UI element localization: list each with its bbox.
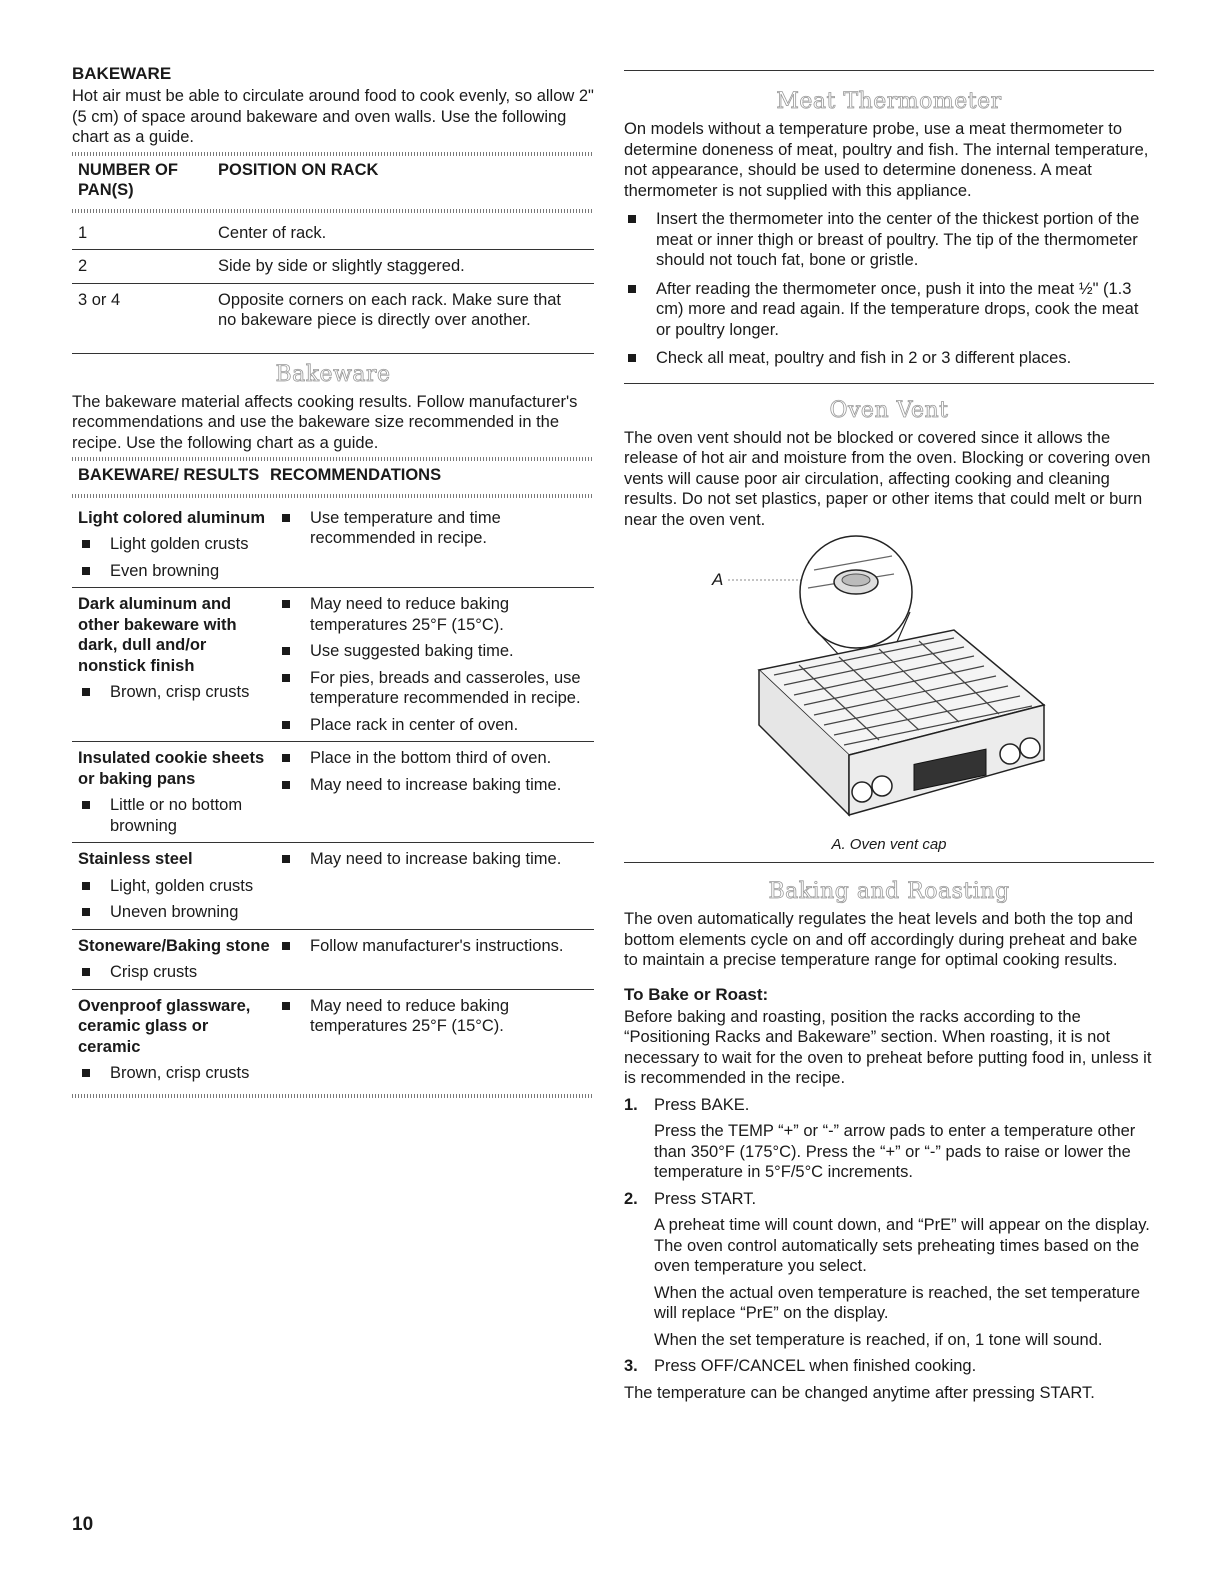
meat-bullet: Check all meat, poultry and fish in 2 or 3 different places. bbox=[624, 348, 1154, 369]
bakeware-table bbox=[72, 502, 594, 1090]
meat-bullet: Insert the thermometer into the center of the thickest portion of the meat or inner thigh or breast of poultry. The tip of the thermometer should not touch fat, bone or gristle. bbox=[624, 209, 1154, 271]
oven-vent-title: Oven Vent bbox=[829, 397, 949, 423]
bakeware-cell bbox=[72, 929, 278, 989]
bakeware-cell bbox=[72, 989, 278, 1090]
result-bullet: Brown, crisp crusts bbox=[78, 682, 270, 703]
header-position-on-rack: POSITION ON RACK bbox=[218, 160, 379, 179]
recommendation-bullet: Place in the bottom third of oven. bbox=[278, 748, 594, 769]
left-column bbox=[72, 64, 594, 1102]
section-divider bbox=[72, 353, 594, 354]
recommendations-cell bbox=[278, 742, 594, 843]
result-bullet: Crisp crusts bbox=[78, 962, 270, 983]
result-bullet: Even browning bbox=[78, 561, 270, 582]
recommendations-cell bbox=[278, 989, 594, 1090]
table-row bbox=[72, 502, 594, 588]
bakeware-name: Ovenproof glassware, ceramic glass or ceramic bbox=[78, 996, 251, 1056]
vent-intro: The oven vent should not be blocked or covered since it allows the release of hot air and moisture from the oven. Blocking or covering oven vents will cause poor air circulation, affecting cooking and cleaning results. Do not set plastics, paper or other items that could melt or burn near the oven vent. bbox=[624, 428, 1151, 529]
figure-caption: A. Oven vent cap bbox=[831, 836, 947, 853]
bakeware-name: Stainless steel bbox=[78, 850, 193, 868]
figure-label-a: A bbox=[712, 570, 724, 589]
section-divider bbox=[624, 862, 1154, 863]
rack-cell-position: Side by side or slightly staggered. bbox=[218, 257, 465, 275]
rack-cell-position: Center of rack. bbox=[218, 223, 327, 242]
meat-bullet: After reading the thermometer once, push it into the meat ½" (1.3 cm) more and read again. If the temperature drops, cook the meat or poultry longer. bbox=[624, 279, 1154, 341]
recommendations-cell bbox=[278, 502, 594, 588]
recommendation-bullet: Place rack in center of oven. bbox=[278, 715, 594, 736]
step-detail: When the actual oven temperature is reached, the set temperature will replace “PrE” on the display. bbox=[654, 1283, 1141, 1322]
bakeware-heading: BAKEWARE bbox=[72, 64, 172, 83]
bakeware-name: Stoneware/Baking stone bbox=[78, 936, 270, 955]
result-bullet: Little or no bottom browning bbox=[78, 795, 270, 836]
step-detail: When the set temperature is reached, if on, 1 tone will sound. bbox=[654, 1330, 1103, 1349]
bakeware-cell bbox=[72, 742, 278, 843]
rack-cell-pans: 3 or 4 bbox=[78, 290, 121, 309]
table-row bbox=[72, 742, 594, 843]
bakeware-cell bbox=[72, 588, 278, 742]
cooktop-illustration bbox=[624, 530, 1154, 840]
header-bakeware-results: BAKEWARE/ RESULTS bbox=[78, 466, 260, 484]
closing-note: The temperature can be changed anytime after pressing START. bbox=[624, 1383, 1095, 1402]
bakeware-name: Light colored aluminum bbox=[78, 508, 266, 527]
bw-table-top-divider bbox=[72, 457, 594, 461]
step-item bbox=[624, 1189, 1154, 1210]
table-row bbox=[72, 588, 594, 742]
step-item bbox=[624, 1356, 1154, 1377]
bakeware-intro: Hot air must be able to circulate around food to cook evenly, so allow 2" (5 cm) of space around bakeware and oven walls. Use the following chart as a guide. bbox=[72, 87, 594, 146]
bw-table-header-divider bbox=[72, 494, 594, 498]
section-divider bbox=[624, 70, 1154, 71]
bw-table-bottom-divider bbox=[72, 1094, 594, 1098]
recommendation-bullet: Use suggested baking time. bbox=[278, 641, 594, 662]
step-label: Press BAKE. bbox=[654, 1095, 750, 1114]
bake-intro: The oven automatically regulates the heat levels and both the top and bottom elements cycle on and off accordingly during preheat and bake to maintain a precise temperature range for optimal cooking results. bbox=[624, 910, 1138, 969]
table-header-divider bbox=[72, 209, 594, 213]
step-detail: Press the TEMP “+” or “-” arrow pads to enter a temperature other than 350°F (175°C). Press the “+” or “-” pads to raise or lower the temperature in 5°F/5°C increments. bbox=[654, 1122, 1136, 1181]
oven-vent-figure bbox=[624, 530, 1154, 860]
table-row bbox=[72, 283, 594, 351]
table-row bbox=[72, 843, 594, 930]
section-divider bbox=[624, 383, 1154, 384]
bakeware-name: Dark aluminum and other bakeware with dark, dull and/or nonstick finish bbox=[78, 595, 237, 675]
step-number: 3. bbox=[624, 1357, 638, 1375]
recommendations-cell bbox=[278, 929, 594, 989]
table-row bbox=[72, 989, 594, 1090]
recommendation-bullet: May need to increase baking time. bbox=[278, 775, 594, 796]
table-row bbox=[72, 217, 594, 250]
table-top-divider bbox=[72, 152, 594, 156]
result-bullet: Uneven browning bbox=[78, 902, 270, 923]
header-recommendations: RECOMMENDATIONS bbox=[270, 466, 442, 484]
meat-thermometer-title: Meat Thermometer bbox=[776, 89, 1002, 114]
header-number-of-pans: NUMBER OF PAN(S) bbox=[78, 160, 178, 199]
recommendation-bullet: Follow manufacturer's instructions. bbox=[278, 936, 594, 957]
table-row bbox=[72, 929, 594, 989]
bakeware-section-intro: The bakeware material affects cooking results. Follow manufacturer's recommendations and use the bakeware size recommended in the recipe. Use the following chart as a guide. bbox=[72, 392, 578, 452]
recommendation-bullet: May need to reduce baking temperatures 25°F (15°C). bbox=[278, 996, 594, 1037]
to-bake-intro: Before baking and roasting, position the racks according to the “Positioning Racks and Bakeware” section. When roasting, it is not necessary to wait for the oven to preheat before putting food in, unless it is recommended in the recipe. bbox=[624, 1007, 1152, 1087]
step-detail: A preheat time will count down, and “PrE” will appear on the display. The oven control automatically sets preheating times based on the oven temperature you select. bbox=[654, 1216, 1150, 1275]
step-number: 2. bbox=[624, 1189, 638, 1208]
recommendation-bullet: For pies, breads and casseroles, use temperature recommended in recipe. bbox=[278, 668, 594, 709]
bakeware-name: Insulated cookie sheets or baking pans bbox=[78, 749, 265, 788]
rack-position-rows bbox=[72, 217, 594, 351]
rack-cell-pans: 2 bbox=[78, 257, 88, 275]
baking-roasting-title: Baking and Roasting bbox=[768, 879, 1010, 904]
bakeware-section-title: Bakeware bbox=[275, 361, 391, 387]
result-bullet: Brown, crisp crusts bbox=[78, 1063, 270, 1084]
bakeware-cell bbox=[72, 502, 278, 588]
result-bullet: Light golden crusts bbox=[78, 534, 270, 555]
recommendation-bullet: May need to increase baking time. bbox=[278, 849, 594, 870]
step-label: Press START. bbox=[654, 1189, 757, 1208]
result-bullet: Light, golden crusts bbox=[78, 876, 270, 897]
rack-cell-pans: 1 bbox=[78, 223, 88, 242]
recommendation-bullet: Use temperature and time recommended in recipe. bbox=[278, 508, 594, 549]
step-label: Press OFF/CANCEL when finished cooking. bbox=[654, 1357, 977, 1375]
rack-position-table bbox=[72, 160, 594, 205]
steps-list bbox=[624, 1095, 1154, 1377]
meat-intro: On models without a temperature probe, use a meat thermometer to determine doneness of meat, poultry and fish. The internal temperature, not appearance, should be used to determine doneness. A meat thermometer is not supplied with this appliance. bbox=[624, 120, 1149, 200]
bakeware-table-header bbox=[72, 465, 594, 490]
step-number: 1. bbox=[624, 1095, 638, 1114]
step-item bbox=[624, 1095, 1154, 1116]
recommendations-cell bbox=[278, 843, 594, 930]
recommendation-bullet: May need to reduce baking temperatures 25°F (15°C). bbox=[278, 594, 594, 635]
to-bake-heading: To Bake or Roast: bbox=[624, 984, 769, 1004]
recommendations-cell bbox=[278, 588, 594, 742]
page-number: 10 bbox=[72, 1514, 94, 1535]
bakeware-cell bbox=[72, 843, 278, 930]
right-column bbox=[624, 70, 1154, 1403]
rack-cell-position: Opposite corners on each rack. Make sure that no bakeware piece is directly over another. bbox=[218, 290, 562, 329]
table-row bbox=[72, 250, 594, 284]
